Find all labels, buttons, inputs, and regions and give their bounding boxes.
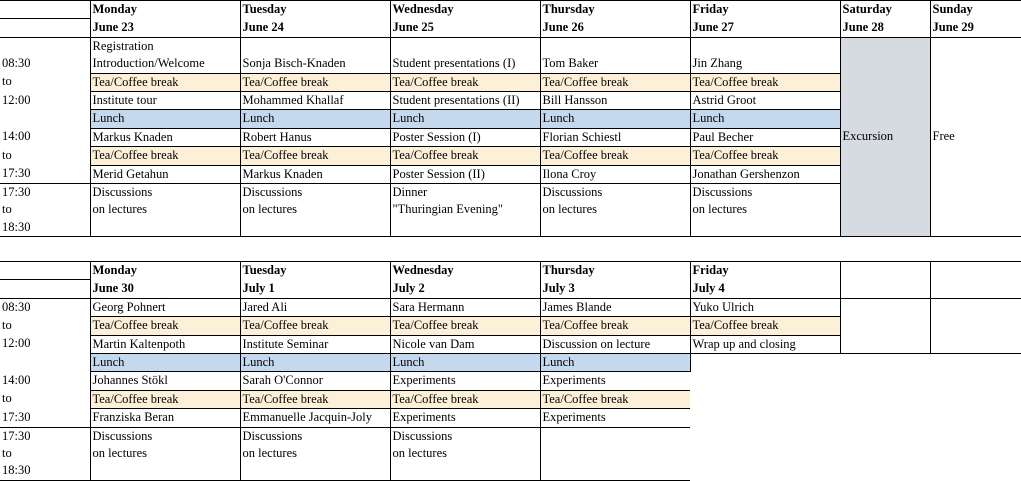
session-cell: Bill Hansson	[540, 92, 690, 110]
session-cell: Tea/Coffee break	[540, 147, 690, 165]
time-label	[0, 354, 90, 372]
day-date: June 24	[240, 19, 390, 37]
session-cell: Tea/Coffee break	[690, 147, 840, 165]
session-cell	[540, 219, 690, 237]
session-cell: Jin Zhang	[690, 55, 840, 73]
session-cell	[690, 37, 840, 55]
session-cell: Sonja Bisch-Knaden	[240, 55, 390, 73]
header-row	[0, 262, 1021, 280]
session-cell: Tea/Coffee break	[540, 390, 690, 408]
sunday-free-cell: Free	[930, 37, 1021, 236]
day-date: June 25	[390, 19, 540, 37]
session-cell	[690, 390, 840, 408]
session-cell: Robert Hanus	[240, 128, 390, 146]
session-cell: Poster Session (II)	[390, 165, 540, 183]
session-cell: on lectures	[90, 201, 240, 218]
day-name: Friday	[690, 1, 840, 19]
session-cell	[690, 354, 840, 372]
session-cell: on lectures	[390, 445, 540, 462]
session-cell: Merid Getahun	[90, 165, 240, 183]
day-date: June 29	[930, 19, 1021, 37]
day-name: Monday	[90, 262, 240, 280]
day-date: July 2	[390, 280, 540, 298]
session-cell: Jonathan Gershenzon	[690, 165, 840, 183]
session-cell	[540, 445, 690, 462]
session-cell: Tea/Coffee break	[390, 390, 540, 408]
session-cell: Nicole van Dam	[390, 335, 540, 353]
session-cell: Emmanuelle Jacquin-Joly	[240, 409, 390, 427]
session-cell	[690, 372, 840, 390]
session-cell	[90, 219, 240, 237]
day-name: Tuesday	[240, 1, 390, 19]
session-cell: Johannes Stökl	[90, 372, 240, 390]
session-cell: on lectures	[240, 445, 390, 462]
session-cell: on lectures	[90, 445, 240, 462]
session-cell: Institute Seminar	[240, 335, 390, 353]
session-cell: on lectures	[240, 201, 390, 218]
session-cell: Georg Pohnert	[90, 298, 240, 316]
session-cell	[690, 427, 840, 445]
day-name: Wednesday	[390, 1, 540, 19]
day-name: Sunday	[930, 1, 1021, 19]
day-date: July 4	[690, 280, 840, 298]
session-cell: Franziska Beran	[90, 409, 240, 427]
session-cell: Tea/Coffee break	[90, 73, 240, 91]
session-cell	[240, 37, 390, 55]
session-cell: Experiments	[390, 372, 540, 390]
session-cell: Jared Ali	[240, 298, 390, 316]
session-cell: Tea/Coffee break	[240, 390, 390, 408]
session-cell: Registration	[90, 37, 240, 55]
schedule-row	[0, 37, 1021, 55]
session-cell: Lunch	[240, 110, 390, 128]
session-cell	[240, 462, 390, 480]
empty-header-cell	[840, 262, 930, 280]
time-label: 17:30	[0, 409, 90, 427]
session-cell: Discussion on lecture	[540, 335, 690, 353]
session-cell: Lunch	[240, 354, 390, 372]
header-row	[0, 19, 1021, 37]
session-cell: Lunch	[390, 354, 540, 372]
time-label: to	[2, 147, 12, 162]
session-cell: Tea/Coffee break	[390, 73, 540, 91]
session-cell	[690, 462, 840, 480]
time-label: to	[2, 74, 12, 89]
header-row	[0, 1, 1021, 19]
header-row	[0, 280, 1021, 298]
session-cell: James Blande	[540, 298, 690, 316]
session-cell: Lunch	[90, 110, 240, 128]
session-cell: Discussions	[390, 427, 540, 445]
time-label: 14:00	[2, 129, 31, 144]
empty-cell	[930, 298, 1021, 353]
session-cell	[390, 219, 540, 237]
day-name: Monday	[90, 1, 240, 19]
day-date: June 26	[540, 19, 690, 37]
time-label	[0, 37, 90, 55]
session-cell: Tea/Coffee break	[90, 390, 240, 408]
time-label: 18:30	[0, 462, 90, 480]
time-label: 12:00	[2, 336, 31, 351]
time-label: to	[2, 446, 12, 461]
session-cell: Experiments	[540, 372, 690, 390]
session-cell: Markus Knaden	[240, 165, 390, 183]
session-cell: Poster Session (I)	[390, 128, 540, 146]
session-cell: Sarah O'Connor	[240, 372, 390, 390]
session-cell	[390, 462, 540, 480]
schedule-row	[0, 354, 1021, 372]
session-cell: Martin Kaltenpoth	[90, 335, 240, 353]
session-cell: Tea/Coffee break	[540, 317, 690, 335]
day-date: July 3	[540, 280, 690, 298]
session-cell: Introduction/Welcome	[90, 55, 240, 73]
time-label	[0, 110, 90, 128]
session-cell: "Thuringian Evening"	[390, 201, 540, 218]
session-cell: Discussions	[90, 184, 240, 202]
day-date: June 28	[840, 19, 930, 37]
session-cell: Lunch	[90, 354, 240, 372]
session-cell: Tea/Coffee break	[540, 73, 690, 91]
day-date: June 30	[90, 280, 240, 298]
time-header-cell	[0, 262, 90, 280]
session-cell	[540, 462, 690, 480]
time-label: 17:30	[2, 428, 31, 443]
session-cell	[540, 37, 690, 55]
session-cell: Student presentations (I)	[390, 55, 540, 73]
session-cell: Discussions	[540, 184, 690, 202]
session-cell: Tea/Coffee break	[240, 147, 390, 165]
session-cell: Discussions	[90, 427, 240, 445]
time-label: 08:30	[2, 299, 31, 314]
empty-header-cell	[840, 280, 930, 298]
session-cell	[690, 445, 840, 462]
empty-header-cell	[930, 262, 1021, 280]
session-cell: Discussions	[690, 184, 840, 202]
time-label: 17:30	[0, 165, 90, 183]
time-label: 14:00	[2, 372, 31, 387]
time-label: to	[2, 317, 12, 332]
session-cell: Tea/Coffee break	[690, 317, 840, 335]
time-header-cell	[0, 1, 90, 19]
session-cell: Mohammed Khallaf	[240, 92, 390, 110]
time-label: 18:30	[0, 219, 90, 237]
session-cell: Markus Knaden	[90, 128, 240, 146]
day-name: Tuesday	[240, 262, 390, 280]
empty-cell	[840, 298, 930, 353]
session-cell: Tom Baker	[540, 55, 690, 73]
empty-header-cell	[930, 280, 1021, 298]
session-cell: Tea/Coffee break	[390, 147, 540, 165]
session-cell: Lunch	[540, 110, 690, 128]
session-cell: Lunch	[390, 110, 540, 128]
session-cell: Tea/Coffee break	[240, 317, 390, 335]
session-cell: Discussions	[240, 184, 390, 202]
day-name: Thursday	[540, 262, 690, 280]
session-cell	[690, 219, 840, 237]
session-cell	[540, 427, 690, 445]
time-label: 17:30	[2, 185, 31, 200]
session-cell: Dinner	[390, 184, 540, 202]
session-cell: Tea/Coffee break	[90, 147, 240, 165]
saturday-excursion-cell: Excursion	[840, 37, 930, 236]
session-cell: Sara Hermann	[390, 298, 540, 316]
session-cell: Tea/Coffee break	[240, 73, 390, 91]
session-cell: on lectures	[540, 201, 690, 218]
time-header-cell	[0, 19, 90, 37]
day-name: Thursday	[540, 1, 690, 19]
day-date: June 27	[690, 19, 840, 37]
session-cell	[90, 462, 240, 480]
week1-schedule-table	[0, 0, 1021, 237]
time-label: 12:00	[2, 92, 31, 107]
session-cell: Wrap up and closing	[690, 335, 840, 353]
session-cell: Paul Becher	[690, 128, 840, 146]
session-cell: Astrid Groot	[690, 92, 840, 110]
day-date: July 1	[240, 280, 390, 298]
schedule-row	[0, 298, 1021, 316]
session-cell: Lunch	[690, 110, 840, 128]
session-cell: Experiments	[540, 409, 690, 427]
session-cell	[690, 409, 840, 427]
session-cell: Tea/Coffee break	[90, 317, 240, 335]
session-cell	[390, 37, 540, 55]
empty-cell	[840, 354, 1021, 481]
time-label: to	[2, 202, 12, 217]
session-cell: Student presentations (II)	[390, 92, 540, 110]
session-cell: on lectures	[690, 201, 840, 218]
session-cell: Tea/Coffee break	[390, 317, 540, 335]
time-label: 08:30	[2, 56, 31, 71]
session-cell: Lunch	[540, 354, 690, 372]
day-name: Saturday	[840, 1, 930, 19]
session-cell: Institute tour	[90, 92, 240, 110]
session-cell: Yuko Ulrich	[690, 298, 840, 316]
session-cell: Experiments	[390, 409, 540, 427]
session-cell: Tea/Coffee break	[690, 73, 840, 91]
time-header-cell	[0, 280, 90, 298]
session-cell: Florian Schiestl	[540, 128, 690, 146]
day-name: Wednesday	[390, 262, 540, 280]
time-label: to	[2, 391, 12, 406]
day-name: Friday	[690, 262, 840, 280]
day-date: June 23	[90, 19, 240, 37]
week2-schedule-table	[0, 261, 1021, 481]
session-cell	[240, 219, 390, 237]
session-cell: Ilona Croy	[540, 165, 690, 183]
session-cell: Discussions	[240, 427, 390, 445]
